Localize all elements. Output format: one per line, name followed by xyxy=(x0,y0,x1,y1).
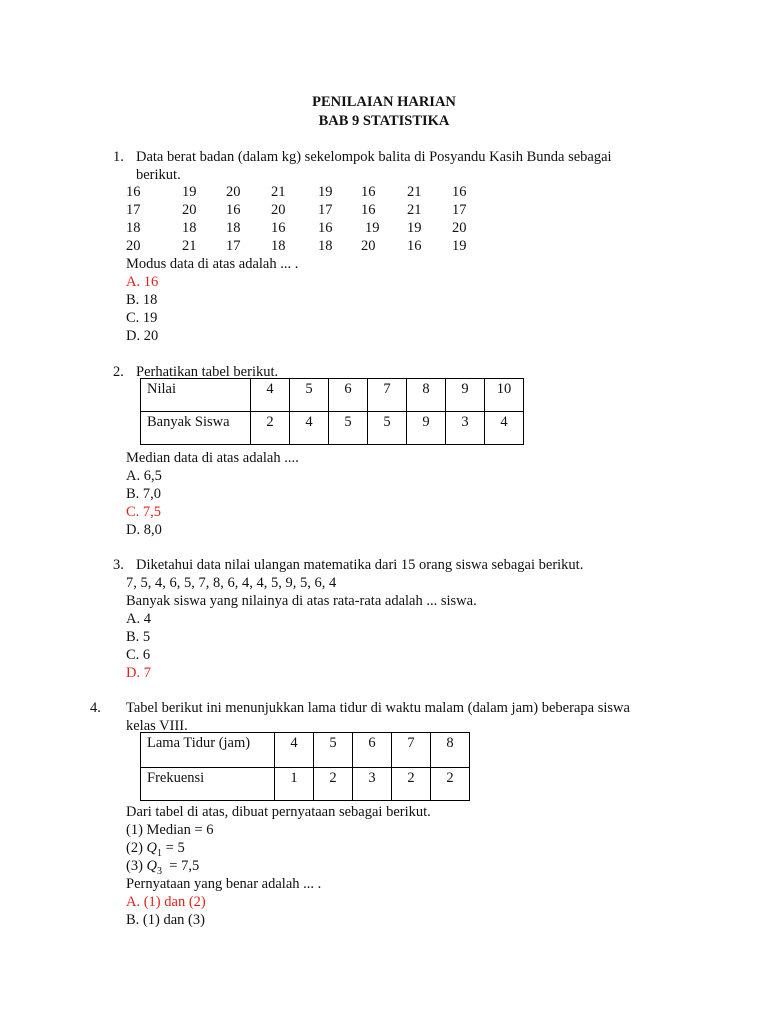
answer-option-b: B. 18 xyxy=(126,292,158,308)
question-text: Perhatikan tabel berikut. xyxy=(136,364,279,380)
data-row xyxy=(126,237,526,255)
data-value: 20 xyxy=(271,202,286,218)
data-value: 16 xyxy=(271,220,286,236)
table-header-cell: Lama Tidur (jam) xyxy=(141,733,275,768)
data-value: 21 xyxy=(182,238,197,254)
data-value: 19 xyxy=(365,220,380,236)
table-cell: 1 xyxy=(275,768,314,801)
statement-2 xyxy=(126,839,185,857)
data-value: 21 xyxy=(407,202,422,218)
data-value: 19 xyxy=(407,220,422,236)
answer-option-a: A. 4 xyxy=(126,611,151,627)
statements-intro: Dari tabel di atas, dibuat pernyataan sebagai berikut. xyxy=(126,804,431,820)
data-value: 17 xyxy=(452,202,467,218)
data-value: 20 xyxy=(226,184,241,200)
table-cell: 6 xyxy=(329,379,368,412)
data-value: 20 xyxy=(361,238,376,254)
question-number: 1. xyxy=(113,149,124,165)
answer-option-a: A. 6,5 xyxy=(126,468,162,484)
data-value: 17 xyxy=(226,238,241,254)
table-cell: 8 xyxy=(407,379,446,412)
table-cell: 5 xyxy=(314,733,353,768)
sleep-table xyxy=(140,732,470,801)
quartile-subscript: 1 xyxy=(157,847,163,859)
table-cell: 7 xyxy=(368,379,407,412)
question-text-continued: kelas VIII. xyxy=(126,718,188,734)
answer-option-c: C. 19 xyxy=(126,310,158,326)
table-header-cell: Frekuensi xyxy=(141,768,275,801)
table-cell: 4 xyxy=(275,733,314,768)
data-value: 18 xyxy=(318,238,333,254)
statement-1: (1) Median = 6 xyxy=(126,822,214,838)
page-title: PENILAIAN HARIAN xyxy=(312,94,456,110)
table-cell: 6 xyxy=(353,733,392,768)
answer-option-c: C. 7,5 xyxy=(126,504,162,520)
answer-option-b: B. (1) dan (3) xyxy=(126,912,205,928)
question-text: Diketahui data nilai ulangan matematika dari 15 orang siswa sebagai berikut. xyxy=(136,557,584,573)
score-table xyxy=(140,378,524,445)
table-header-cell: Nilai xyxy=(141,379,251,412)
data-value: 20 xyxy=(452,220,467,236)
answer-option-a: A. (1) dan (2) xyxy=(126,894,206,910)
table-cell: 5 xyxy=(368,412,407,445)
question-number: 2. xyxy=(113,364,124,380)
data-value: 20 xyxy=(126,238,141,254)
table-cell: 3 xyxy=(353,768,392,801)
table-cell: 9 xyxy=(446,379,485,412)
question-number: 4. xyxy=(90,700,101,716)
table-cell: 4 xyxy=(485,412,524,445)
answer-option-c: C. 6 xyxy=(126,647,151,663)
table-cell: 4 xyxy=(290,412,329,445)
answer-option-d: D. 7 xyxy=(126,665,151,681)
data-row xyxy=(126,183,526,201)
table-cell: 2 xyxy=(251,412,290,445)
quartile-subscript: 3 xyxy=(157,865,163,877)
quartile-symbol: Q xyxy=(146,858,158,874)
question-prompt: Median data di atas adalah .... xyxy=(126,450,299,466)
data-value: 21 xyxy=(271,184,286,200)
statement-prefix: (3) xyxy=(126,858,147,874)
data-value: 18 xyxy=(271,238,286,254)
data-value: 16 xyxy=(452,184,467,200)
data-row xyxy=(126,219,526,237)
answer-option-b: B. 5 xyxy=(126,629,151,645)
data-list: 7, 5, 4, 6, 5, 7, 8, 6, 4, 4, 5, 9, 5, 6, 4 xyxy=(126,575,337,591)
data-value: 16 xyxy=(361,184,376,200)
table-row xyxy=(141,768,470,801)
answer-option-b: B. 7,0 xyxy=(126,486,162,502)
table-cell: 2 xyxy=(314,768,353,801)
table-cell: 5 xyxy=(329,412,368,445)
question-prompt: Banyak siswa yang nilainya di atas rata-rata adalah ... siswa. xyxy=(126,593,477,609)
table-row xyxy=(141,733,470,768)
table-cell: 4 xyxy=(251,379,290,412)
data-value: 17 xyxy=(126,202,141,218)
data-value: 16 xyxy=(318,220,333,236)
data-value: 16 xyxy=(126,184,141,200)
data-row xyxy=(126,201,526,219)
table-cell: 3 xyxy=(446,412,485,445)
table-cell: 7 xyxy=(392,733,431,768)
data-value: 16 xyxy=(361,202,376,218)
table-cell: 9 xyxy=(407,412,446,445)
data-value: 16 xyxy=(407,238,422,254)
answer-option-d: D. 20 xyxy=(126,328,159,344)
statement-value: = 7,5 xyxy=(162,858,200,874)
table-cell: 2 xyxy=(392,768,431,801)
data-value: 19 xyxy=(452,238,467,254)
table-cell: 2 xyxy=(431,768,470,801)
table-cell: 5 xyxy=(290,379,329,412)
data-value: 16 xyxy=(226,202,241,218)
data-value: 18 xyxy=(182,220,197,236)
statement-prefix: (2) xyxy=(126,840,147,856)
table-row xyxy=(141,379,524,412)
page-subtitle: BAB 9 STATISTIKA xyxy=(318,113,450,129)
data-value: 19 xyxy=(182,184,197,200)
quartile-symbol: Q xyxy=(146,840,158,856)
question-number: 3. xyxy=(113,557,124,573)
data-value: 21 xyxy=(407,184,422,200)
question-text: Tabel berikut ini menunjukkan lama tidur di waktu malam (dalam jam) beberapa siswa xyxy=(126,700,630,716)
table-cell: 10 xyxy=(485,379,524,412)
statement-value: = 5 xyxy=(162,840,185,856)
answer-option-d: D. 8,0 xyxy=(126,522,162,538)
table-cell: 8 xyxy=(431,733,470,768)
data-value: 18 xyxy=(226,220,241,236)
table-row xyxy=(141,412,524,445)
statement-3 xyxy=(126,857,199,875)
data-value: 20 xyxy=(182,202,197,218)
table-header-cell: Banyak Siswa xyxy=(141,412,251,445)
data-value: 18 xyxy=(126,220,141,236)
question-text-continued: berikut. xyxy=(136,167,181,183)
question-prompt: Pernyataan yang benar adalah ... . xyxy=(126,876,322,892)
question-prompt: Modus data di atas adalah ... . xyxy=(126,256,299,272)
data-value: 17 xyxy=(318,202,333,218)
data-value: 19 xyxy=(318,184,333,200)
answer-option-a: A. 16 xyxy=(126,274,159,290)
question-text: Data berat badan (dalam kg) sekelompok balita di Posyandu Kasih Bunda sebagai xyxy=(136,149,612,165)
